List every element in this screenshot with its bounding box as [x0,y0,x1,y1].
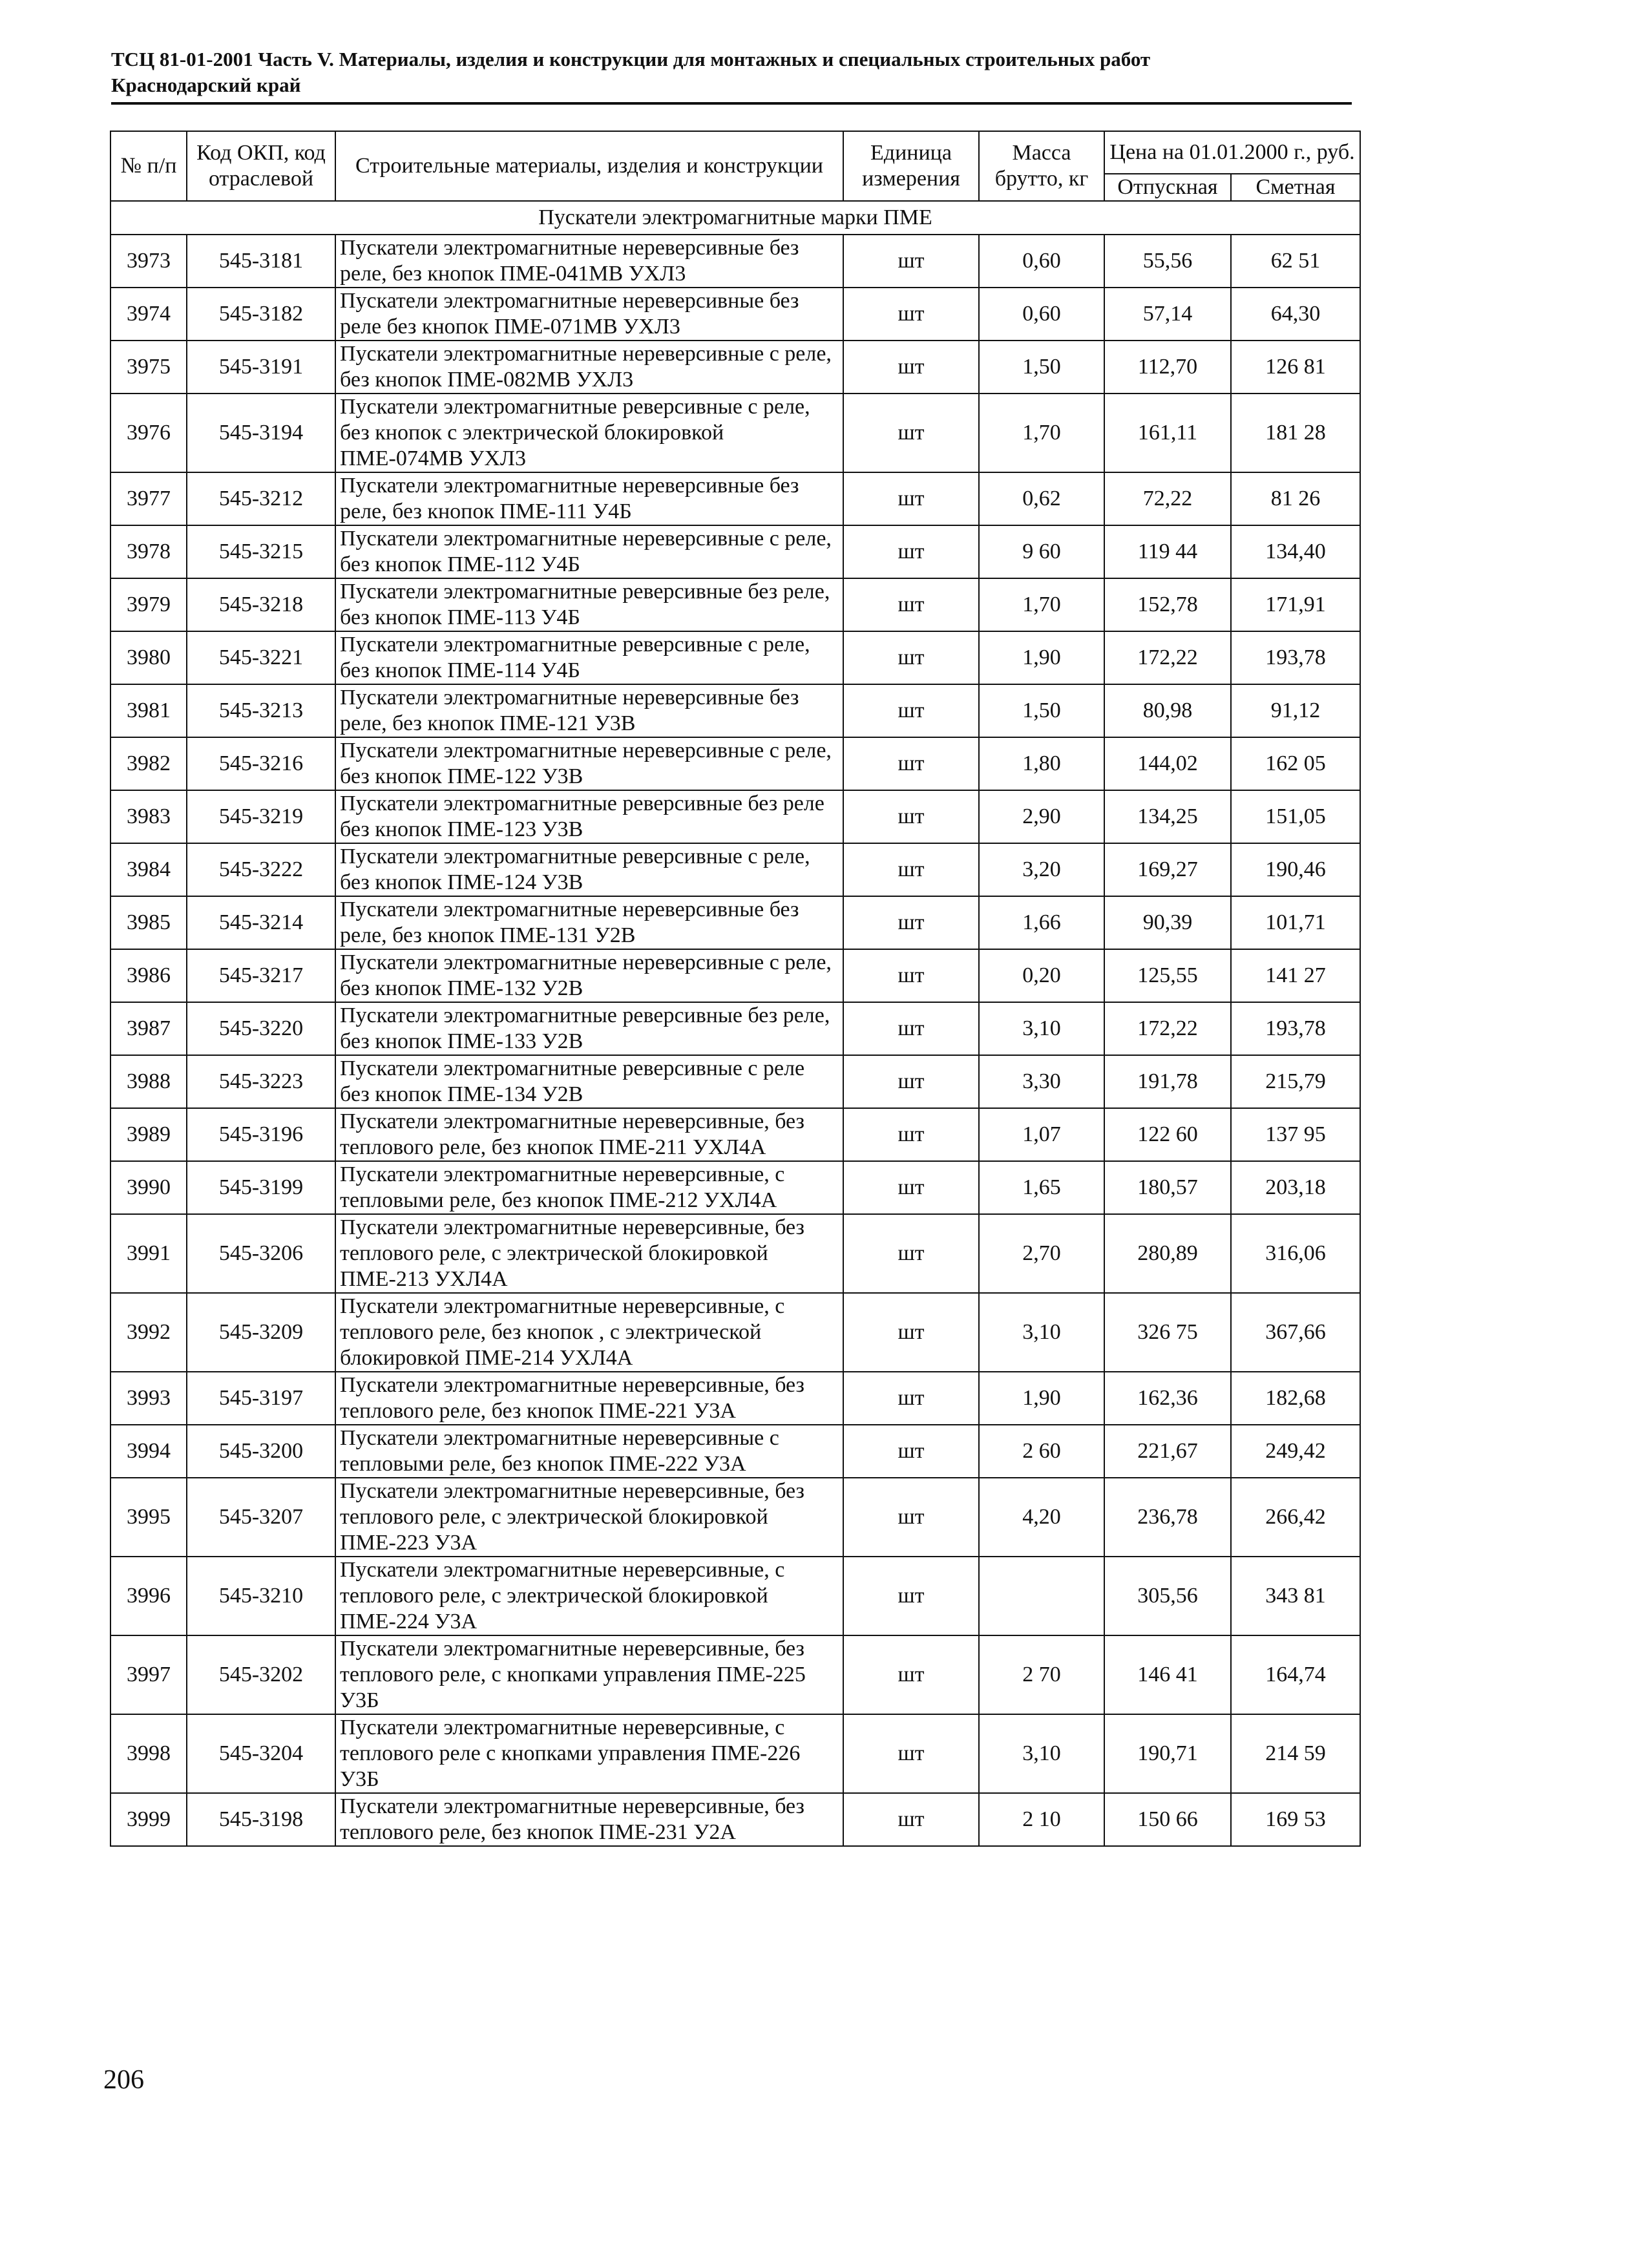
cell-name: Пускатели электромагнитные нереверсивные, без теплового реле, с электрической блокировкой ПМЕ-213 УХЛ4А [335,1214,843,1293]
cell-num: 3993 [110,1372,187,1425]
cell-name: Пускатели электромагнитные нереверсивные без реле без кнопок ПМЕ-071МВ УХЛ3 [335,288,843,341]
cell-price-release: 280,89 [1104,1214,1231,1293]
cell-num: 3983 [110,790,187,843]
cell-num: 3980 [110,631,187,684]
cell-okp-code: 545-3214 [187,896,335,949]
cell-mass: 2 70 [979,1635,1104,1714]
cell-name: Пускатели электромагнитные нереверсивные, без теплового реле, без кнопок ПМЕ-211 УХЛ4А [335,1108,843,1161]
cell-okp-code: 545-3221 [187,631,335,684]
cell-okp-code: 545-3191 [187,341,335,394]
col-header-price-estimate: Сметная [1231,174,1360,201]
cell-okp-code: 545-3200 [187,1425,335,1478]
cell-okp-code: 545-3197 [187,1372,335,1425]
table-row [110,896,1360,949]
cell-name: Пускатели электромагнитные нереверсивные, без теплового реле, без кнопок ПМЕ-221 У3А [335,1372,843,1425]
cell-num: 3984 [110,843,187,896]
table-row [110,631,1360,684]
cell-price-release: 80,98 [1104,684,1231,737]
cell-name: Пускатели электромагнитные нереверсивные без реле, без кнопок ПМЕ-111 У4Б [335,472,843,525]
cell-price-estimate: 91,12 [1231,684,1360,737]
cell-okp-code: 545-3198 [187,1793,335,1846]
cell-unit: шт [843,1161,979,1214]
col-header-price: Цена на 01.01.2000 г., руб. [1104,131,1360,174]
cell-okp-code: 545-3206 [187,1214,335,1293]
cell-name: Пускатели электромагнитные нереверсивные без реле, без кнопок ПМЕ-041МВ УХЛ3 [335,235,843,288]
cell-mass: 4,20 [979,1478,1104,1557]
cell-unit: шт [843,684,979,737]
cell-unit: шт [843,1793,979,1846]
cell-price-release: 172,22 [1104,631,1231,684]
cell-num: 3991 [110,1214,187,1293]
cell-okp-code: 545-3218 [187,578,335,631]
cell-mass: 2,70 [979,1214,1104,1293]
cell-price-release: 326 75 [1104,1293,1231,1372]
table-row [110,1293,1360,1372]
cell-mass: 2 10 [979,1793,1104,1846]
table-row [110,1478,1360,1557]
cell-price-estimate: 316,06 [1231,1214,1360,1293]
cell-unit: шт [843,288,979,341]
cell-unit: шт [843,1002,979,1055]
cell-price-estimate: 134,40 [1231,525,1360,578]
cell-name: Пускатели электромагнитные реверсивные без реле, без кнопок ПМЕ-133 У2В [335,1002,843,1055]
cell-price-estimate: 126 81 [1231,341,1360,394]
cell-price-release: 134,25 [1104,790,1231,843]
table-row [110,341,1360,394]
cell-price-estimate: 181 28 [1231,394,1360,472]
cell-unit: шт [843,578,979,631]
cell-num: 3989 [110,1108,187,1161]
col-header-num: № п/п [110,131,187,201]
cell-num: 3988 [110,1055,187,1108]
cell-mass: 0,62 [979,472,1104,525]
cell-price-release: 55,56 [1104,235,1231,288]
cell-mass: 1,80 [979,737,1104,790]
cell-unit: шт [843,394,979,472]
cell-okp-code: 545-3181 [187,235,335,288]
cell-name: Пускатели электромагнитные нереверсивные, без теплового реле, с кнопками управления ПМЕ-225 У3Б [335,1635,843,1714]
cell-price-release: 112,70 [1104,341,1231,394]
cell-name: Пускатели электромагнитные нереверсивные с реле, без кнопок ПМЕ-082МВ УХЛ3 [335,341,843,394]
cell-price-estimate: 151,05 [1231,790,1360,843]
cell-unit: шт [843,525,979,578]
cell-okp-code: 545-3210 [187,1557,335,1635]
cell-price-estimate: 182,68 [1231,1372,1360,1425]
cell-price-estimate: 171,91 [1231,578,1360,631]
cell-price-estimate: 101,71 [1231,896,1360,949]
cell-unit: шт [843,843,979,896]
cell-mass: 2 60 [979,1425,1104,1478]
cell-num: 3982 [110,737,187,790]
cell-price-release: 144,02 [1104,737,1231,790]
table-row [110,1055,1360,1108]
cell-mass: 1,50 [979,341,1104,394]
cell-name: Пускатели электромагнитные нереверсивные с тепловыми реле, без кнопок ПМЕ-222 У3А [335,1425,843,1478]
col-header-unit: Единица измерения [843,131,979,201]
cell-name: Пускатели электромагнитные нереверсивные без реле, без кнопок ПМЕ-121 У3В [335,684,843,737]
cell-price-release: 90,39 [1104,896,1231,949]
table-row [110,737,1360,790]
cell-price-estimate: 215,79 [1231,1055,1360,1108]
cell-num: 3999 [110,1793,187,1846]
cell-unit: шт [843,949,979,1002]
cell-mass: 1,07 [979,1108,1104,1161]
cell-name: Пускатели электромагнитные нереверсивные с реле, без кнопок ПМЕ-112 У4Б [335,525,843,578]
cell-price-estimate: 203,18 [1231,1161,1360,1214]
cell-okp-code: 545-3202 [187,1635,335,1714]
region-subtitle: Краснодарский край [111,74,301,96]
cell-price-release: 125,55 [1104,949,1231,1002]
cell-num: 3992 [110,1293,187,1372]
cell-unit: шт [843,235,979,288]
cell-name: Пускатели электромагнитные реверсивные с реле без кнопок ПМЕ-134 У2В [335,1055,843,1108]
cell-price-release: 152,78 [1104,578,1231,631]
col-header-okp: Код ОКП, код отраслевой [187,131,335,201]
cell-price-release: 122 60 [1104,1108,1231,1161]
cell-okp-code: 545-3222 [187,843,335,896]
cell-okp-code: 545-3199 [187,1161,335,1214]
cell-unit: шт [843,1714,979,1793]
col-header-mass: Масса брутто, кг [979,131,1104,201]
cell-price-estimate: 141 27 [1231,949,1360,1002]
cell-okp-code: 545-3215 [187,525,335,578]
table-row [110,472,1360,525]
table-row [110,843,1360,896]
table-row [110,1214,1360,1293]
cell-unit: шт [843,1635,979,1714]
cell-okp-code: 545-3209 [187,1293,335,1372]
cell-okp-code: 545-3207 [187,1478,335,1557]
table-row [110,525,1360,578]
cell-price-estimate: 162 05 [1231,737,1360,790]
cell-num: 3986 [110,949,187,1002]
cell-price-release: 72,22 [1104,472,1231,525]
cell-mass: 1,66 [979,896,1104,949]
table-row [110,394,1360,472]
cell-price-release: 119 44 [1104,525,1231,578]
cell-unit: шт [843,1425,979,1478]
table-row [110,1714,1360,1793]
cell-num: 3981 [110,684,187,737]
cell-price-release: 150 66 [1104,1793,1231,1846]
cell-price-release: 221,67 [1104,1425,1231,1478]
cell-okp-code: 545-3219 [187,790,335,843]
cell-price-release: 190,71 [1104,1714,1231,1793]
cell-num: 3994 [110,1425,187,1478]
cell-price-estimate: 249,42 [1231,1425,1360,1478]
table-header [110,131,1360,201]
table-row [110,949,1360,1002]
cell-unit: шт [843,472,979,525]
cell-name: Пускатели электромагнитные нереверсивные с реле, без кнопок ПМЕ-122 У3В [335,737,843,790]
cell-mass: 1,90 [979,1372,1104,1425]
cell-price-release: 146 41 [1104,1635,1231,1714]
cell-num: 3973 [110,235,187,288]
cell-mass: 3,20 [979,843,1104,896]
table-row [110,288,1360,341]
cell-num: 3985 [110,896,187,949]
table-row [110,1372,1360,1425]
cell-okp-code: 545-3216 [187,737,335,790]
cell-price-release: 161,11 [1104,394,1231,472]
page-number: 206 [103,2065,144,2095]
cell-mass: 0,60 [979,235,1104,288]
table-row [110,790,1360,843]
cell-okp-code: 545-3212 [187,472,335,525]
table-row [110,1108,1360,1161]
cell-okp-code: 545-3194 [187,394,335,472]
cell-price-estimate: 169 53 [1231,1793,1360,1846]
cell-name: Пускатели электромагнитные нереверсивные, с теплового реле, с электрической блокировкой ПМЕ-224 У3А [335,1557,843,1635]
cell-mass: 3,10 [979,1002,1104,1055]
table-row [110,1793,1360,1846]
cell-mass: 2,90 [979,790,1104,843]
cell-mass: 1,50 [979,684,1104,737]
cell-okp-code: 545-3182 [187,288,335,341]
cell-name: Пускатели электромагнитные реверсивные с реле, без кнопок ПМЕ-124 У3В [335,843,843,896]
table-body [110,201,1360,1846]
cell-mass: 3,30 [979,1055,1104,1108]
cell-price-release: 305,56 [1104,1557,1231,1635]
cell-name: Пускатели электромагнитные реверсивные без реле без кнопок ПМЕ-123 У3В [335,790,843,843]
cell-name: Пускатели электромагнитные реверсивные с реле, без кнопок с электрической блокировкой ПМЕ-074МВ УХЛ3 [335,394,843,472]
cell-price-estimate: 64,30 [1231,288,1360,341]
cell-num: 3975 [110,341,187,394]
cell-price-release: 191,78 [1104,1055,1231,1108]
cell-price-release: 162,36 [1104,1372,1231,1425]
table-row [110,1161,1360,1214]
cell-price-estimate: 190,46 [1231,843,1360,896]
cell-num: 3997 [110,1635,187,1714]
cell-unit: шт [843,341,979,394]
cell-unit: шт [843,1372,979,1425]
cell-unit: шт [843,1055,979,1108]
cell-okp-code: 545-3204 [187,1714,335,1793]
cell-okp-code: 545-3196 [187,1108,335,1161]
col-header-name: Строительные материалы, изделия и конструкции [335,131,843,201]
table-row [110,578,1360,631]
cell-num: 3977 [110,472,187,525]
cell-unit: шт [843,631,979,684]
cell-unit: шт [843,896,979,949]
cell-num: 3996 [110,1557,187,1635]
cell-name: Пускатели электромагнитные нереверсивные, с тепловыми реле, без кнопок ПМЕ-212 УХЛ4А [335,1161,843,1214]
table-row [110,235,1360,288]
cell-unit: шт [843,790,979,843]
cell-price-release: 57,14 [1104,288,1231,341]
cell-unit: шт [843,1214,979,1293]
cell-price-estimate: 266,42 [1231,1478,1360,1557]
table-row [110,684,1360,737]
cell-price-estimate: 193,78 [1231,1002,1360,1055]
cell-okp-code: 545-3217 [187,949,335,1002]
cell-price-estimate: 137 95 [1231,1108,1360,1161]
table-row [110,1635,1360,1714]
cell-num: 3976 [110,394,187,472]
cell-price-release: 169,27 [1104,843,1231,896]
cell-name: Пускатели электромагнитные нереверсивные с реле, без кнопок ПМЕ-132 У2В [335,949,843,1002]
cell-num: 3990 [110,1161,187,1214]
cell-price-estimate: 367,66 [1231,1293,1360,1372]
cell-price-estimate: 214 59 [1231,1714,1360,1793]
cell-unit: шт [843,737,979,790]
cell-okp-code: 545-3220 [187,1002,335,1055]
cell-mass [979,1557,1104,1635]
cell-name: Пускатели электромагнитные нереверсивные, с теплового реле, без кнопок , с электрической блокировкой ПМЕ-214 УХЛ4А [335,1293,843,1372]
cell-num: 3978 [110,525,187,578]
cell-price-estimate: 164,74 [1231,1635,1360,1714]
cell-price-release: 180,57 [1104,1161,1231,1214]
cell-mass: 1,65 [979,1161,1104,1214]
cell-price-release: 172,22 [1104,1002,1231,1055]
cell-okp-code: 545-3223 [187,1055,335,1108]
cell-name: Пускатели электромагнитные нереверсивные, с теплового реле с кнопками управления ПМЕ-226 У3Б [335,1714,843,1793]
document-title: ТСЦ 81-01-2001 Часть V. Материалы, изделия и конструкции для монтажных и специальных строительных работ [111,48,1151,70]
cell-mass: 1,70 [979,394,1104,472]
cell-price-estimate: 81 26 [1231,472,1360,525]
cell-num: 3974 [110,288,187,341]
cell-mass: 1,90 [979,631,1104,684]
cell-name: Пускатели электромагнитные реверсивные с реле, без кнопок ПМЕ-114 У4Б [335,631,843,684]
col-header-price-release: Отпускная [1104,174,1231,201]
page-header [111,47,1352,105]
cell-mass: 0,20 [979,949,1104,1002]
cell-unit: шт [843,1478,979,1557]
table-row [110,1002,1360,1055]
table-row [110,1425,1360,1478]
cell-price-estimate: 62 51 [1231,235,1360,288]
cell-price-estimate: 343 81 [1231,1557,1360,1635]
cell-num: 3979 [110,578,187,631]
price-table [110,131,1361,1847]
section-title: Пускатели электромагнитные марки ПМЕ [110,201,1360,235]
cell-name: Пускатели электромагнитные нереверсивные, без теплового реле, без кнопок ПМЕ-231 У2А [335,1793,843,1846]
cell-mass: 9 60 [979,525,1104,578]
cell-name: Пускатели электромагнитные нереверсивные, без теплового реле, с электрической блокировкой ПМЕ-223 У3А [335,1478,843,1557]
cell-unit: шт [843,1557,979,1635]
cell-num: 3995 [110,1478,187,1557]
cell-mass: 3,10 [979,1293,1104,1372]
cell-mass: 0,60 [979,288,1104,341]
table-row [110,1557,1360,1635]
cell-name: Пускатели электромагнитные реверсивные без реле, без кнопок ПМЕ-113 У4Б [335,578,843,631]
cell-mass: 3,10 [979,1714,1104,1793]
cell-num: 3998 [110,1714,187,1793]
cell-num: 3987 [110,1002,187,1055]
cell-mass: 1,70 [979,578,1104,631]
cell-okp-code: 545-3213 [187,684,335,737]
cell-name: Пускатели электромагнитные нереверсивные без реле, без кнопок ПМЕ-131 У2В [335,896,843,949]
cell-unit: шт [843,1108,979,1161]
cell-unit: шт [843,1293,979,1372]
cell-price-estimate: 193,78 [1231,631,1360,684]
cell-price-release: 236,78 [1104,1478,1231,1557]
